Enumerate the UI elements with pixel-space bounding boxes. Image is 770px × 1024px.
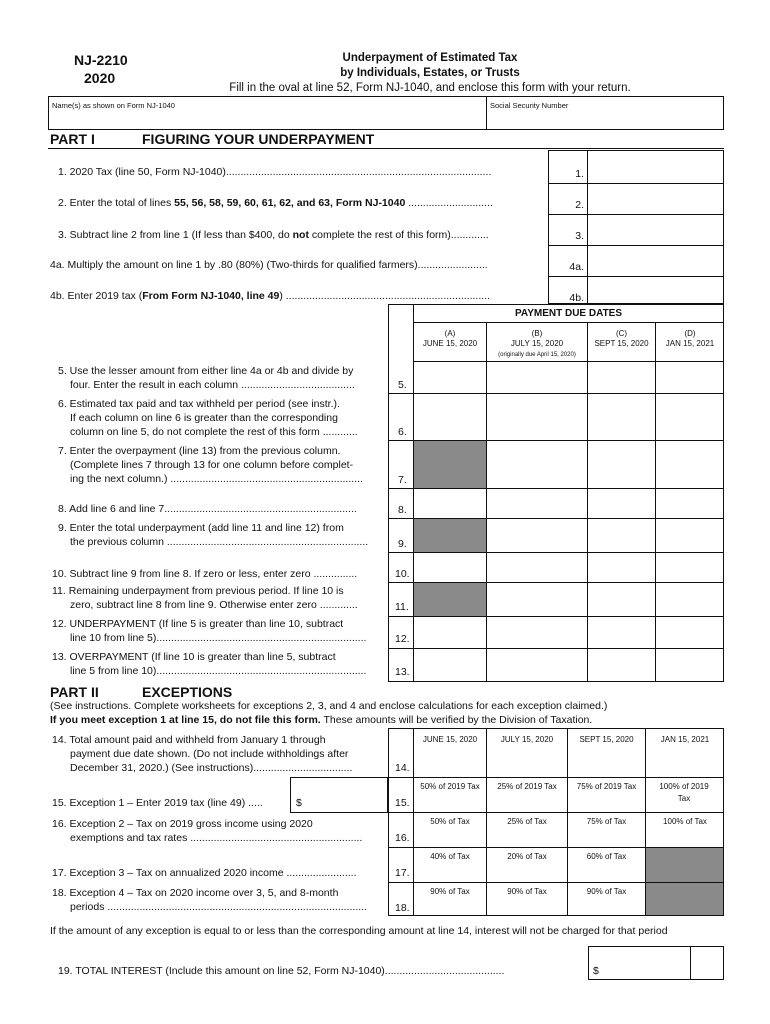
line15-num: 15. [395,797,410,809]
line1-num: 1. [575,168,584,180]
part2-title: EXCEPTIONS [142,684,233,700]
line13-text-1: 13. OVERPAYMENT (If line 10 is greater than line 5, subtract [52,651,336,663]
line16-num: 16. [395,832,410,844]
line16-text-1: 16. Exception 2 – Tax on 2019 gross income using 2020 [52,818,313,830]
line18-pct-a: 90% of Tax [430,887,470,896]
line6-text-1: 6. Estimated tax paid and tax withheld per period (see instr.). [58,398,340,410]
part2-label: PART II [50,684,99,700]
line3-input[interactable] [589,215,723,245]
line7-text-1: 7. Enter the overpayment (line 13) from the previous column. [58,445,341,457]
line18-col-d-shaded [646,883,723,915]
form-id: NJ-2210 [74,52,128,68]
line15-dollar-box[interactable] [290,777,388,813]
col-a-date: JUNE 15, 2020 [422,339,478,348]
line6-num: 6. [398,426,407,438]
line17-pct-a: 40% of Tax [430,852,470,861]
line9-text-1: 9. Enter the total underpayment (add line 11 and line 12) from [58,522,344,534]
line2-text: 2. Enter the total of lines 55, 56, 58, 59, 60, 61, 62, and 63, Form NJ-1040 ............................. [58,197,493,209]
line11-text-2: zero, subtract line 8 from line 9. Otherwise enter zero ............. [70,599,358,611]
line4a-num: 4a. [569,261,584,273]
line5-num: 5. [398,379,407,391]
line5-text-2: four. Enter the result in each column ....................................... [70,379,355,391]
col-a-letter: (A) [444,329,456,338]
line5-text-1: 5. Use the lesser amount from either line 4a or 4b and divide by [58,365,354,377]
line19-dollar: $ [593,965,599,977]
line16-text-2: exemptions and tax rates ........................................................... [70,832,363,844]
line15-pct-c: 75% of 2019 Tax [576,782,637,791]
line19-text: 19. TOTAL INTEREST (Include this amount on line 52, Form NJ-1040)......................................... [58,965,505,977]
line4a-text: 4a. Multiply the amount on line 1 by .80 (80%) (Two-thirds for qualified farmers)........................ [50,259,488,271]
line11-num: 11. [395,601,409,613]
line6-text-2: If each column on line 6 is greater than the corresponding [70,412,338,424]
line9-text-2: the previous column ..................................................................... [70,536,369,548]
line14-text-1: 14. Total amount paid and withheld from January 1 through [52,734,326,746]
form-title-line2: by Individuals, Estates, or Trusts [340,67,520,79]
line16-pct-c: 75% of Tax [586,817,627,826]
line17-col-d-shaded [646,848,723,882]
line1-text: 1. 2020 Tax (line 50, Form NJ-1040)........................................................................................... [58,166,492,178]
line18-text-1: 18. Exception 4 – Tax on 2020 income over 3, 5, and 8-month [52,887,339,899]
line2-num: 2. [575,199,584,211]
p2-date-a: JUNE 15, 2020 [422,735,478,744]
p2-date-b: JULY 15, 2020 [500,735,554,744]
col-b-letter: (B) [531,329,543,338]
form-instruction: Fill in the oval at line 52, Form NJ-1040, and enclose this form with your return. [229,82,631,94]
line2-input[interactable] [589,184,723,214]
line11-col-a-shaded [414,583,486,616]
col-b-note: (originally due April 15, 2020) [498,352,576,358]
line12-num: 12. [395,633,410,645]
line6-text-3: column on line 5, do not complete the rest of this form ............ [70,426,358,438]
part2-note2: If you meet exception 1 at line 15, do not file this form. These amounts will be verified by the Division of Taxation. [50,714,593,726]
line12-text-2: line 10 from line 5)........................................................................ [70,632,367,644]
line17-pct-c: 60% of Tax [586,852,627,861]
ssn-label: Social Security Number [490,101,569,110]
name-field[interactable] [52,110,482,128]
line18-pct-b: 90% of Tax [507,887,547,896]
line14-text-2: payment due date shown. (Do not include withholdings after [70,748,349,760]
col-b-date: JULY 15, 2020 [510,339,564,348]
col-c-letter: (C) [615,329,628,338]
line15-text: 15. Exception 1 – Enter 2019 tax (line 49) ..... [52,797,263,809]
line1-input[interactable] [589,151,723,182]
p2-date-d: JAN 15, 2021 [660,735,710,744]
line16-pct-a: 50% of Tax [430,817,470,826]
line16-pct-b: 25% of Tax [507,817,547,826]
line15-dollar: $ [296,797,302,809]
line4b-text: 4b. Enter 2019 tax (From Form NJ-1040, line 49) ...................................................................... [50,290,490,302]
line18-num: 18. [395,902,410,914]
line13-num: 13. [395,666,410,678]
line14-text-3: December 31, 2020.) (See instructions).................................. [70,762,353,774]
line14-num: 14. [395,762,410,774]
line11-text-1: 11. Remaining underpayment from previous period. If line 10 is [52,585,344,597]
ssn-field[interactable] [490,110,720,128]
line7-text-2: (Complete lines 7 through 13 for one column before complet- [70,459,354,471]
part1-label: PART I [50,131,95,147]
line9-num: 9. [398,538,407,550]
line7-col-a-shaded [414,441,486,488]
line8-num: 8. [398,504,407,516]
line15-pct-b: 25% of 2019 Tax [497,782,557,791]
exception-footer-note: If the amount of any exception is equal to or less than the corresponding amount at line 14, interest will not be charged for that period [50,925,668,937]
col-d-letter: (D) [684,329,696,338]
line7-text-3: ing the next column.) .................................................................. [70,473,363,485]
line15-pct-d: 100% of 2019 Tax [659,782,709,803]
col-c-date: SEPT 15, 2020 [594,339,649,348]
line15-pct-a: 50% of 2019 Tax [420,782,480,791]
payment-due-dates-title: PAYMENT DUE DATES [514,308,623,319]
line10-text: 10. Subtract line 9 from line 8. If zero or less, enter zero ............... [52,568,358,580]
col-d-date: JAN 15, 2021 [665,339,715,348]
line17-num: 17. [395,867,410,879]
line13-text-2: line 5 from line 10)........................................................................ [70,665,367,677]
line4b-input[interactable] [589,277,723,304]
line3-num: 3. [575,230,584,242]
line12-text-1: 12. UNDERPAYMENT (If line 5 is greater than line 10, subtract [52,618,344,630]
line3-text: 3. Subtract line 2 from line 1 (If less than $400, do not complete the rest of this form)............. [58,229,489,241]
line9-col-a-shaded [414,519,486,552]
form-year: 2020 [84,70,116,86]
line8-text: 8. Add line 6 and line 7.................................................................. [58,503,357,515]
line4b-num: 4b. [569,292,584,304]
form-title-line1: Underpayment of Estimated Tax [342,52,518,64]
p2-date-c: SEPT 15, 2020 [579,735,634,744]
line18-text-2: periods ......................................................................................... [70,901,367,913]
line16-pct-d: 100% of Tax [663,817,707,826]
part2-note1: (See instructions. Complete worksheets for exceptions 2, 3, and 4 and enclose calculations for each exception claimed.) [50,700,608,712]
line17-text: 17. Exception 3 – Tax on annualized 2020 income ........................ [52,867,357,879]
line17-pct-b: 20% of Tax [507,852,547,861]
name-label: Name(s) as shown on Form NJ-1040 [52,101,175,110]
line10-num: 10. [395,568,410,580]
line7-num: 7. [398,474,407,486]
line18-pct-c: 90% of Tax [586,887,627,896]
line19-total-box[interactable] [588,946,724,980]
part1-title: FIGURING YOUR UNDERPAYMENT [142,131,375,147]
line4a-input[interactable] [589,246,723,276]
